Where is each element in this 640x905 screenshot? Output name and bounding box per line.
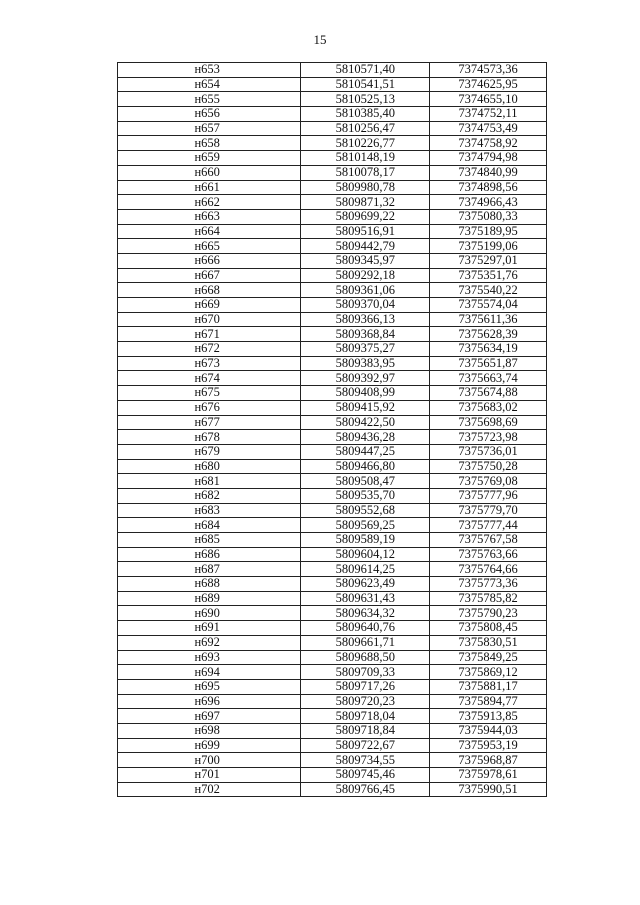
y-coordinate-cell: 7374625,95: [430, 77, 547, 92]
x-coordinate-cell: 5809614,25: [301, 562, 430, 577]
point-label-cell: н675: [118, 386, 301, 401]
x-coordinate-cell: 5809688,50: [301, 650, 430, 665]
point-label-cell: н688: [118, 577, 301, 592]
y-coordinate-cell: 7374753,49: [430, 121, 547, 136]
x-coordinate-cell: 5809623,49: [301, 577, 430, 592]
point-label-cell: н698: [118, 723, 301, 738]
x-coordinate-cell: 5810385,40: [301, 107, 430, 122]
point-label-cell: н681: [118, 474, 301, 489]
table-row: [118, 415, 547, 430]
y-coordinate-cell: 7375736,01: [430, 444, 547, 459]
table-row: [118, 679, 547, 694]
y-coordinate-cell: 7375764,66: [430, 562, 547, 577]
y-coordinate-cell: 7375869,12: [430, 665, 547, 680]
table-row: [118, 488, 547, 503]
y-coordinate-cell: 7375750,28: [430, 459, 547, 474]
table-row: [118, 782, 547, 797]
x-coordinate-cell: 5809766,45: [301, 782, 430, 797]
x-coordinate-cell: 5809345,97: [301, 253, 430, 268]
x-coordinate-cell: 5810078,17: [301, 165, 430, 180]
point-label-cell: н679: [118, 444, 301, 459]
table-row: [118, 621, 547, 636]
table-row: [118, 738, 547, 753]
table-row: [118, 753, 547, 768]
y-coordinate-cell: 7375611,36: [430, 312, 547, 327]
y-coordinate-cell: 7374655,10: [430, 92, 547, 107]
table-row: [118, 665, 547, 680]
y-coordinate-cell: 7375769,08: [430, 474, 547, 489]
x-coordinate-cell: 5809442,79: [301, 239, 430, 254]
table-row: [118, 239, 547, 254]
x-coordinate-cell: 5809368,84: [301, 327, 430, 342]
table-row: [118, 253, 547, 268]
y-coordinate-cell: 7375663,74: [430, 371, 547, 386]
y-coordinate-cell: 7375953,19: [430, 738, 547, 753]
x-coordinate-cell: 5809436,28: [301, 430, 430, 445]
x-coordinate-cell: 5809722,67: [301, 738, 430, 753]
y-coordinate-cell: 7375674,88: [430, 386, 547, 401]
y-coordinate-cell: 7375913,85: [430, 709, 547, 724]
point-label-cell: н660: [118, 165, 301, 180]
point-label-cell: н656: [118, 107, 301, 122]
y-coordinate-cell: 7374758,92: [430, 136, 547, 151]
y-coordinate-cell: 7375683,02: [430, 400, 547, 415]
x-coordinate-cell: 5809447,25: [301, 444, 430, 459]
point-label-cell: н670: [118, 312, 301, 327]
x-coordinate-cell: 5809392,97: [301, 371, 430, 386]
point-label-cell: н668: [118, 283, 301, 298]
y-coordinate-cell: 7375779,70: [430, 503, 547, 518]
point-label-cell: н701: [118, 768, 301, 783]
point-label-cell: н676: [118, 400, 301, 415]
table-row: [118, 77, 547, 92]
y-coordinate-cell: 7375767,58: [430, 533, 547, 548]
y-coordinate-cell: 7375651,87: [430, 356, 547, 371]
table-row: [118, 107, 547, 122]
point-label-cell: н663: [118, 209, 301, 224]
table-row: [118, 444, 547, 459]
point-label-cell: н700: [118, 753, 301, 768]
x-coordinate-cell: 5809871,32: [301, 195, 430, 210]
table-row: [118, 371, 547, 386]
x-coordinate-cell: 5809745,46: [301, 768, 430, 783]
point-label-cell: н659: [118, 151, 301, 166]
table-row: [118, 474, 547, 489]
y-coordinate-cell: 7375990,51: [430, 782, 547, 797]
y-coordinate-cell: 7375944,03: [430, 723, 547, 738]
y-coordinate-cell: 7375773,36: [430, 577, 547, 592]
point-label-cell: н671: [118, 327, 301, 342]
point-label-cell: н653: [118, 63, 301, 78]
x-coordinate-cell: 5809408,99: [301, 386, 430, 401]
table-row: [118, 400, 547, 415]
y-coordinate-cell: 7375830,51: [430, 635, 547, 650]
y-coordinate-cell: 7375574,04: [430, 298, 547, 313]
page-number: 15: [313, 32, 327, 47]
y-coordinate-cell: 7375351,76: [430, 268, 547, 283]
y-coordinate-cell: 7375785,82: [430, 591, 547, 606]
table-row: [118, 224, 547, 239]
y-coordinate-cell: 7374898,56: [430, 180, 547, 195]
table-row: [118, 723, 547, 738]
point-label-cell: н658: [118, 136, 301, 151]
table-row: [118, 268, 547, 283]
table-row: [118, 503, 547, 518]
y-coordinate-cell: 7374966,43: [430, 195, 547, 210]
point-label-cell: н677: [118, 415, 301, 430]
point-label-cell: н655: [118, 92, 301, 107]
x-coordinate-cell: 5809361,06: [301, 283, 430, 298]
point-label-cell: н665: [118, 239, 301, 254]
table-row: [118, 92, 547, 107]
y-coordinate-cell: 7375297,01: [430, 253, 547, 268]
x-coordinate-cell: 5809383,95: [301, 356, 430, 371]
table-row: [118, 768, 547, 783]
x-coordinate-cell: 5809640,76: [301, 621, 430, 636]
y-coordinate-cell: 7375777,44: [430, 518, 547, 533]
x-coordinate-cell: 5809535,70: [301, 488, 430, 503]
x-coordinate-cell: 5809508,47: [301, 474, 430, 489]
x-coordinate-cell: 5810525,13: [301, 92, 430, 107]
table-row: [118, 386, 547, 401]
y-coordinate-cell: 7375634,19: [430, 342, 547, 357]
table-row: [118, 562, 547, 577]
x-coordinate-cell: 5809980,78: [301, 180, 430, 195]
table-row: [118, 650, 547, 665]
point-label-cell: н684: [118, 518, 301, 533]
coordinates-table: [117, 62, 547, 797]
point-label-cell: н669: [118, 298, 301, 313]
x-coordinate-cell: 5809516,91: [301, 224, 430, 239]
x-coordinate-cell: 5809292,18: [301, 268, 430, 283]
point-label-cell: н672: [118, 342, 301, 357]
y-coordinate-cell: 7374794,98: [430, 151, 547, 166]
point-label-cell: н687: [118, 562, 301, 577]
point-label-cell: н693: [118, 650, 301, 665]
table-row: [118, 533, 547, 548]
x-coordinate-cell: 5809370,04: [301, 298, 430, 313]
x-coordinate-cell: 5810148,19: [301, 151, 430, 166]
point-label-cell: н697: [118, 709, 301, 724]
y-coordinate-cell: 7375723,98: [430, 430, 547, 445]
x-coordinate-cell: 5809634,32: [301, 606, 430, 621]
point-label-cell: н694: [118, 665, 301, 680]
point-label-cell: н673: [118, 356, 301, 371]
y-coordinate-cell: 7374752,11: [430, 107, 547, 122]
y-coordinate-cell: 7374573,36: [430, 63, 547, 78]
x-coordinate-cell: 5809709,33: [301, 665, 430, 680]
point-label-cell: н662: [118, 195, 301, 210]
point-label-cell: н699: [118, 738, 301, 753]
table-row: [118, 342, 547, 357]
y-coordinate-cell: 7375968,87: [430, 753, 547, 768]
y-coordinate-cell: 7375790,23: [430, 606, 547, 621]
y-coordinate-cell: 7375808,45: [430, 621, 547, 636]
x-coordinate-cell: 5809717,26: [301, 679, 430, 694]
point-label-cell: н664: [118, 224, 301, 239]
point-label-cell: н702: [118, 782, 301, 797]
point-label-cell: н661: [118, 180, 301, 195]
table-row: [118, 283, 547, 298]
point-label-cell: н678: [118, 430, 301, 445]
x-coordinate-cell: 5809422,50: [301, 415, 430, 430]
point-label-cell: н683: [118, 503, 301, 518]
x-coordinate-cell: 5809720,23: [301, 694, 430, 709]
table-row: [118, 298, 547, 313]
x-coordinate-cell: 5809631,43: [301, 591, 430, 606]
x-coordinate-cell: 5809604,12: [301, 547, 430, 562]
table-row: [118, 547, 547, 562]
y-coordinate-cell: 7375978,61: [430, 768, 547, 783]
point-label-cell: н689: [118, 591, 301, 606]
x-coordinate-cell: 5810226,77: [301, 136, 430, 151]
x-coordinate-cell: 5809375,27: [301, 342, 430, 357]
point-label-cell: н682: [118, 488, 301, 503]
table-row: [118, 694, 547, 709]
table-row: [118, 327, 547, 342]
point-label-cell: н667: [118, 268, 301, 283]
table-row: [118, 518, 547, 533]
table-row: [118, 356, 547, 371]
x-coordinate-cell: 5809718,84: [301, 723, 430, 738]
table-row: [118, 606, 547, 621]
point-label-cell: н691: [118, 621, 301, 636]
y-coordinate-cell: 7375540,22: [430, 283, 547, 298]
point-label-cell: н696: [118, 694, 301, 709]
y-coordinate-cell: 7375763,66: [430, 547, 547, 562]
point-label-cell: н666: [118, 253, 301, 268]
x-coordinate-cell: 5809552,68: [301, 503, 430, 518]
x-coordinate-cell: 5809569,25: [301, 518, 430, 533]
x-coordinate-cell: 5810541,51: [301, 77, 430, 92]
y-coordinate-cell: 7375199,06: [430, 239, 547, 254]
point-label-cell: н686: [118, 547, 301, 562]
table-row: [118, 709, 547, 724]
x-coordinate-cell: 5809661,71: [301, 635, 430, 650]
x-coordinate-cell: 5809734,55: [301, 753, 430, 768]
point-label-cell: н680: [118, 459, 301, 474]
table-row: [118, 209, 547, 224]
table-row: [118, 430, 547, 445]
point-label-cell: н657: [118, 121, 301, 136]
y-coordinate-cell: 7375628,39: [430, 327, 547, 342]
x-coordinate-cell: 5809699,22: [301, 209, 430, 224]
table-row: [118, 63, 547, 78]
y-coordinate-cell: 7375849,25: [430, 650, 547, 665]
table-row: [118, 136, 547, 151]
table-row: [118, 635, 547, 650]
point-label-cell: н654: [118, 77, 301, 92]
table-row: [118, 151, 547, 166]
y-coordinate-cell: 7375881,17: [430, 679, 547, 694]
point-label-cell: н674: [118, 371, 301, 386]
y-coordinate-cell: 7375080,33: [430, 209, 547, 224]
point-label-cell: н692: [118, 635, 301, 650]
y-coordinate-cell: 7375189,95: [430, 224, 547, 239]
x-coordinate-cell: 5809718,04: [301, 709, 430, 724]
table-row: [118, 165, 547, 180]
point-label-cell: н695: [118, 679, 301, 694]
point-label-cell: н690: [118, 606, 301, 621]
x-coordinate-cell: 5810571,40: [301, 63, 430, 78]
table-row: [118, 577, 547, 592]
x-coordinate-cell: 5809415,92: [301, 400, 430, 415]
y-coordinate-cell: 7375894,77: [430, 694, 547, 709]
y-coordinate-cell: 7375777,96: [430, 488, 547, 503]
x-coordinate-cell: 5809366,13: [301, 312, 430, 327]
coordinates-table-body: [118, 63, 547, 797]
x-coordinate-cell: 5809466,80: [301, 459, 430, 474]
table-row: [118, 459, 547, 474]
x-coordinate-cell: 5810256,47: [301, 121, 430, 136]
y-coordinate-cell: 7374840,99: [430, 165, 547, 180]
table-row: [118, 121, 547, 136]
y-coordinate-cell: 7375698,69: [430, 415, 547, 430]
table-row: [118, 180, 547, 195]
x-coordinate-cell: 5809589,19: [301, 533, 430, 548]
table-row: [118, 312, 547, 327]
point-label-cell: н685: [118, 533, 301, 548]
table-row: [118, 195, 547, 210]
table-row: [118, 591, 547, 606]
